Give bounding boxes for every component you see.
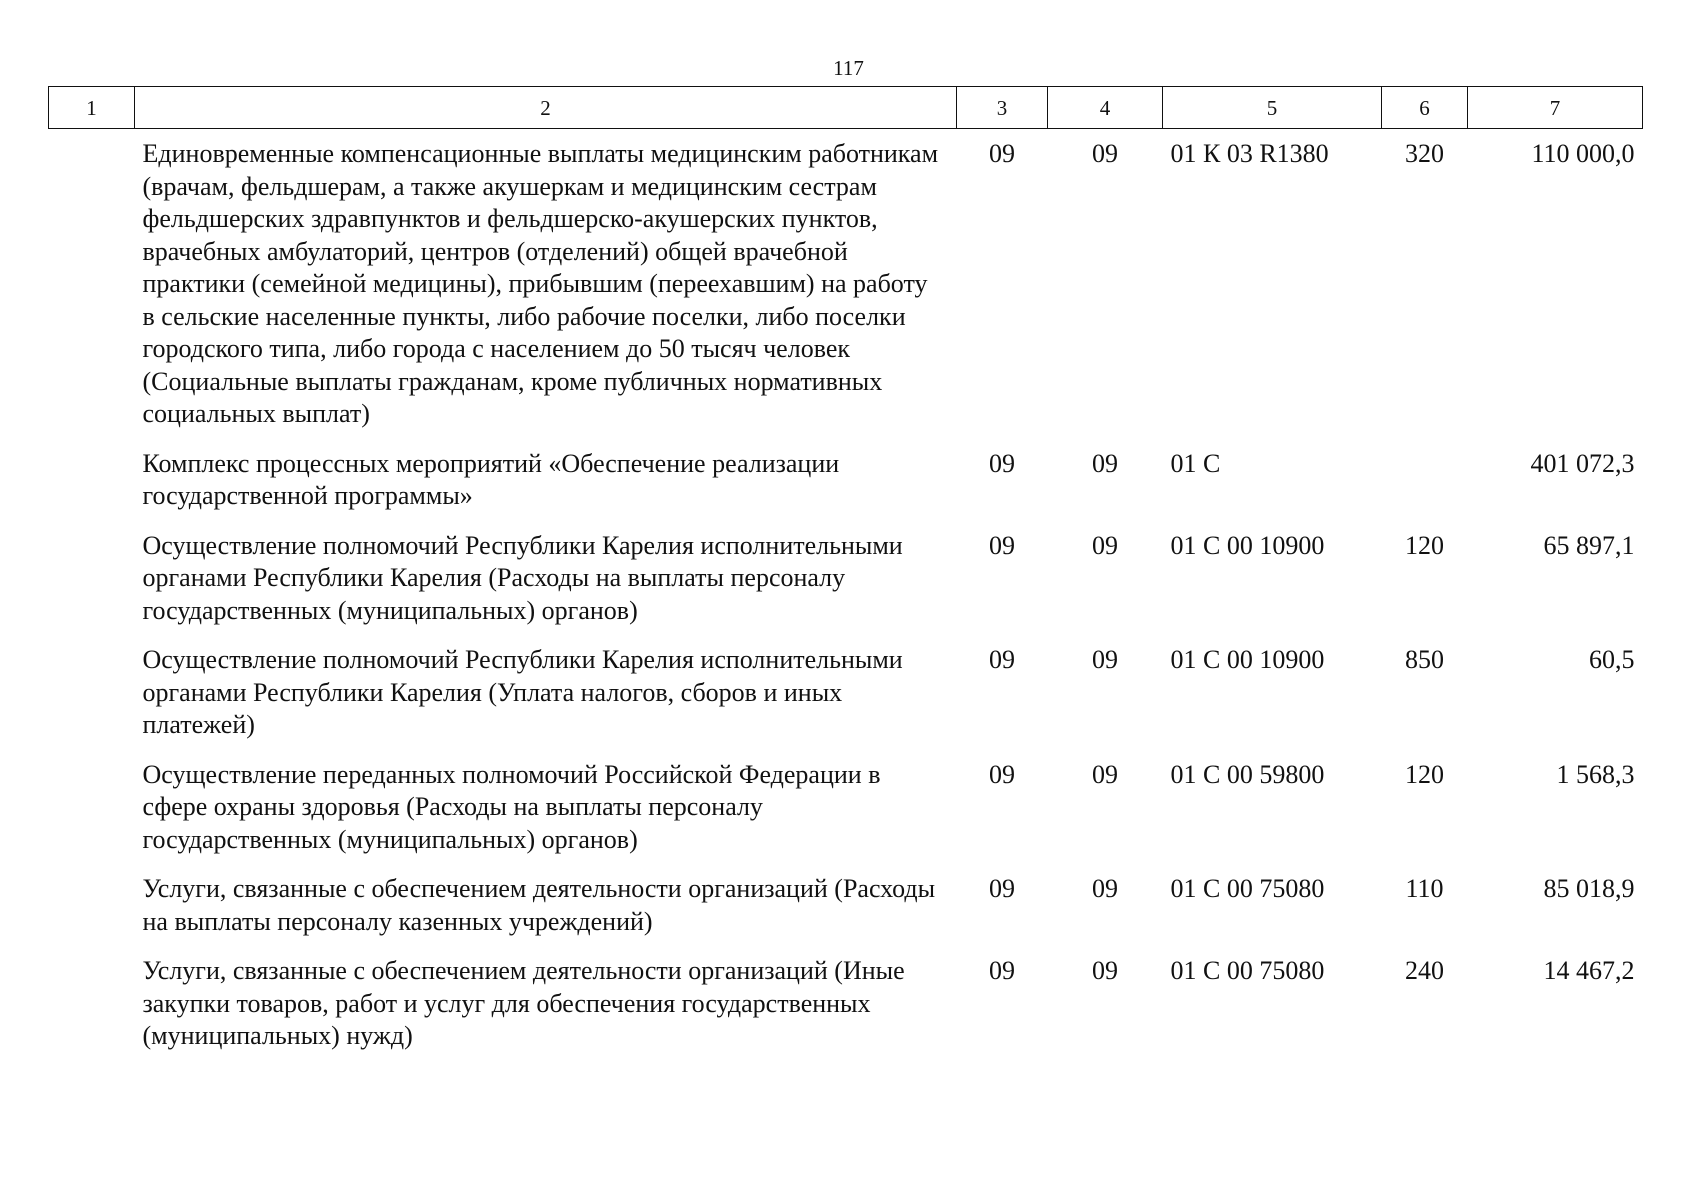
table-header [49,87,1643,129]
row-number [49,448,135,530]
subsection-code: 09 [1092,448,1118,478]
header-cell-6: 6 [1382,87,1468,129]
row-number [49,644,135,759]
target-article-code: 01 К 03 R1380 [1170,139,1329,168]
header-cell-5: 5 [1163,87,1382,129]
target-article-code: 01 С 00 59800 [1170,759,1325,789]
expense-type-code: 120 [1405,759,1444,789]
table-body [49,129,1643,1070]
target-article-code: 01 С 00 75080 [1170,956,1325,985]
expense-name: Комплекс процессных мероприятий «Обеспечение реализации государственной программы» [142,448,840,510]
section-code: 09 [989,956,1015,985]
table-row [49,129,1643,448]
header-cell-2: 2 [135,87,957,129]
subsection-code: 09 [1092,139,1118,168]
amount: 110 000,0 [1531,139,1635,168]
expense-type-code: 110 [1405,874,1444,903]
section-code: 09 [989,530,1015,560]
row-number [49,759,135,874]
table-row [49,759,1643,874]
target-article-code: 01 С [1170,448,1221,478]
amount: 85 018,9 [1543,874,1635,903]
amount: 14 467,2 [1543,956,1635,985]
expense-type-code: 240 [1405,956,1444,985]
section-code: 09 [989,759,1015,789]
expense-type-code [1382,448,1468,530]
header-cell-3: 3 [957,87,1048,129]
amount: 1 568,3 [1556,759,1635,789]
subsection-code: 09 [1092,759,1118,789]
header-cell-4: 4 [1048,87,1163,129]
subsection-code: 09 [1092,645,1118,674]
row-number [49,129,135,448]
target-article-code: 01 С 00 10900 [1170,530,1325,560]
target-article-code: 01 С 00 10900 [1170,645,1325,674]
budget-table [48,86,1643,1070]
header-row [49,87,1643,129]
table-row [49,644,1643,759]
header-cell-1: 1 [49,87,135,129]
table-row [49,873,1643,955]
header-cell-7: 7 [1468,87,1643,129]
row-number [49,530,135,645]
section-code: 09 [989,874,1015,903]
section-code: 09 [989,139,1015,168]
target-article-code: 01 С 00 75080 [1170,874,1325,903]
subsection-code: 09 [1092,956,1118,985]
row-number [49,873,135,955]
page-number: 117 [833,56,864,80]
amount: 65 897,1 [1543,530,1635,560]
amount: 60,5 [1589,645,1635,674]
expense-name: Единовременные компенсационные выплаты медицинским работникам (врачам, фельдшерам, а также акушеркам и медицинским сестрам фельдшерских здравпунктов и фельдшерско-акушерских пунктов, врачебных амбулаторий, центров (отделений) общей врачебной практики (семейной медицины), прибывшим (переехавшим) на работу в сельские населенные пункты, либо рабочие поселки, либо поселки городского типа, либо города с населением до 50 тысяч человек (Социальные выплаты гражданам, кроме публичных нормативных социальных выплат) [142,139,939,428]
expense-type-code: 320 [1405,139,1444,168]
expense-name: Осуществление полномочий Республики Карелия исполнительными органами Республики Карелия (Расходы на выплаты персоналу государственных (муниципальных) органов) [142,530,903,625]
expense-type-code: 850 [1405,645,1444,674]
section-code: 09 [989,448,1015,478]
table-row [49,530,1643,645]
subsection-code: 09 [1092,530,1118,560]
section-code: 09 [989,645,1015,674]
amount: 401 072,3 [1530,448,1635,478]
expense-name: Осуществление переданных полномочий Российской Федерации в сфере охраны здоровья (Расходы на выплаты персоналу государственных (муниципальных) органов) [142,759,881,854]
table-row [49,955,1643,1070]
subsection-code: 09 [1092,874,1118,903]
expense-name: Услуги, связанные с обеспечением деятельности организаций (Расходы на выплаты персоналу казенных учреждений) [142,874,936,936]
table-row [49,448,1643,530]
expense-name: Услуги, связанные с обеспечением деятельности организаций (Иные закупки товаров, работ и услуг для обеспечения государственных (муниципальных) нужд) [142,956,905,1050]
expense-type-code: 120 [1405,530,1444,560]
row-number [49,955,135,1070]
expense-name: Осуществление полномочий Республики Карелия исполнительными органами Республики Карелия (Уплата налогов, сборов и иных платежей) [142,645,903,739]
